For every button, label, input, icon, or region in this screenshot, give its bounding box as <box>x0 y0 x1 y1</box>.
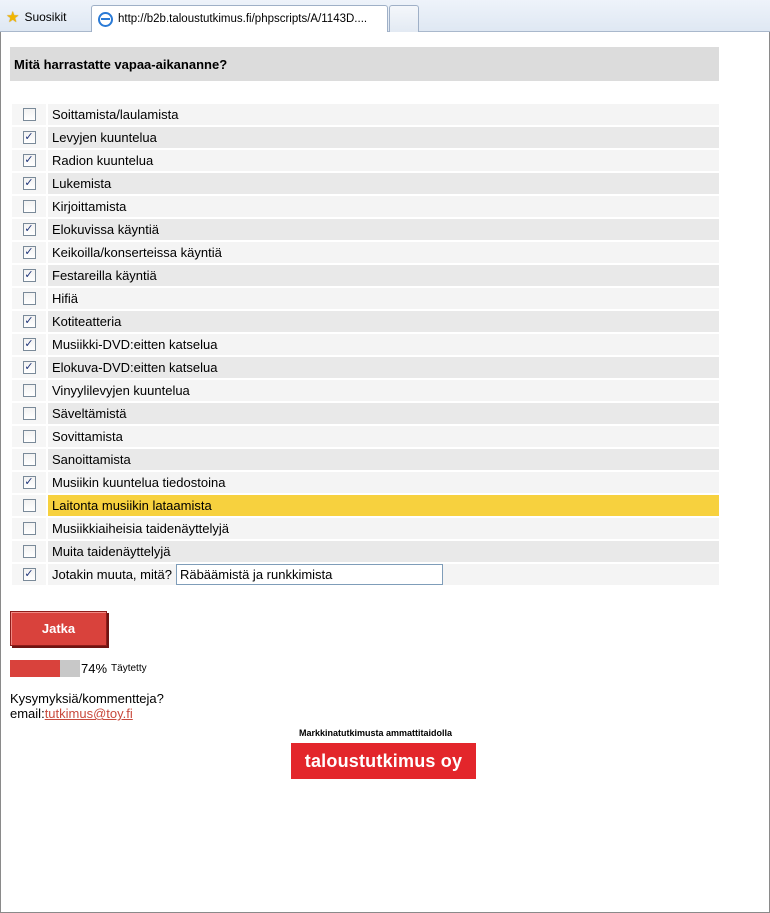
option-checkbox-cell <box>12 495 46 516</box>
option-label: Lukemista <box>52 176 112 191</box>
email-prefix: email: <box>10 706 45 721</box>
option-row[interactable] <box>12 241 719 264</box>
option-row[interactable] <box>12 517 719 540</box>
option-checkbox-cell <box>12 196 46 217</box>
progress-label: Täytetty <box>111 663 147 674</box>
company-logo: taloustutkimus oy <box>291 743 476 779</box>
option-label: Muita taidenäyttelyjä <box>52 544 171 559</box>
option-checkbox-cell <box>12 334 46 355</box>
email-link[interactable]: tutkimus@toy.fi <box>44 706 133 721</box>
option-checkbox[interactable] <box>23 522 36 535</box>
option-label-cell <box>48 380 719 401</box>
option-label: Festareilla käyntiä <box>52 268 157 283</box>
option-label: Musiikkiaiheisia taidenäyttelyjä <box>52 521 230 536</box>
option-checkbox[interactable] <box>23 384 36 397</box>
option-checkbox-cell <box>12 403 46 424</box>
option-row[interactable] <box>12 402 719 425</box>
browser-toolbar <box>0 0 770 32</box>
option-checkbox-cell <box>12 242 46 263</box>
browser-tab-title: http://b2b.taloustutkimus.fi/phpscripts/A/1143D.... <box>118 13 368 25</box>
checkmark-icon: ✓ <box>24 246 34 258</box>
checkmark-icon: ✓ <box>24 568 34 580</box>
option-checkbox[interactable] <box>23 177 36 190</box>
option-checkbox-cell <box>12 564 46 585</box>
option-row[interactable] <box>12 379 719 402</box>
option-checkbox[interactable] <box>23 453 36 466</box>
option-label-cell <box>48 426 719 447</box>
option-label: Elokuvissa käyntiä <box>52 222 159 237</box>
option-label: Sanoittamista <box>52 452 131 467</box>
option-checkbox-cell <box>12 311 46 332</box>
other-text-input[interactable] <box>176 564 443 585</box>
checkmark-icon: ✓ <box>24 131 34 143</box>
option-checkbox[interactable] <box>23 108 36 121</box>
checkmark-icon: ✓ <box>24 315 34 327</box>
option-checkbox-cell <box>12 104 46 125</box>
option-row[interactable] <box>12 149 719 172</box>
option-checkbox-cell <box>12 541 46 562</box>
option-checkbox[interactable] <box>23 269 36 282</box>
option-label: Hifiä <box>52 291 79 306</box>
option-row[interactable] <box>12 103 719 126</box>
option-label: Jotakin muuta, mitä? <box>52 567 172 582</box>
option-label: Kotiteatteria <box>52 314 122 329</box>
option-checkbox-cell <box>12 357 46 378</box>
option-label-cell <box>48 242 719 263</box>
option-label-cell <box>48 127 719 148</box>
checkmark-icon: ✓ <box>24 338 34 350</box>
option-row[interactable] <box>12 448 719 471</box>
option-checkbox-cell <box>12 518 46 539</box>
option-label: Levyjen kuuntelua <box>52 130 157 145</box>
checkmark-icon: ✓ <box>24 177 34 189</box>
option-label-cell <box>48 104 719 125</box>
option-label: Musiikin kuuntelua tiedostoina <box>52 475 226 490</box>
option-checkbox[interactable] <box>23 338 36 351</box>
option-label-cell <box>48 334 719 355</box>
option-label-cell <box>48 541 719 562</box>
option-label-cell <box>48 449 719 470</box>
option-label: Elokuva-DVD:eitten katselua <box>52 360 218 375</box>
contact-question: Kysymyksiä/kommentteja? <box>10 691 164 706</box>
option-row[interactable] <box>12 310 719 333</box>
option-checkbox-cell <box>12 472 46 493</box>
progress-bar <box>10 660 80 677</box>
option-row[interactable] <box>12 126 719 149</box>
checkmark-icon: ✓ <box>24 476 34 488</box>
option-checkbox[interactable] <box>23 545 36 558</box>
option-row[interactable] <box>12 494 719 517</box>
option-checkbox[interactable] <box>23 476 36 489</box>
option-checkbox-cell <box>12 288 46 309</box>
option-checkbox-cell <box>12 426 46 447</box>
option-label: Säveltämistä <box>52 406 127 421</box>
option-row[interactable] <box>12 333 719 356</box>
option-label: Laitonta musiikin lataamista <box>52 498 212 513</box>
option-checkbox-cell <box>12 265 46 286</box>
option-row[interactable] <box>12 425 719 448</box>
checkmark-icon: ✓ <box>24 361 34 373</box>
option-label-cell <box>48 311 719 332</box>
option-label-cell <box>48 518 719 539</box>
option-label-cell <box>48 472 719 493</box>
option-label: Radion kuuntelua <box>52 153 154 168</box>
continue-button[interactable]: Jatka <box>10 611 107 646</box>
option-row[interactable] <box>12 287 719 310</box>
progress-percent: 74% <box>81 661 108 676</box>
company-tagline: Markkinatutkimusta ammattitaidolla <box>299 728 453 738</box>
question-title: Mitä harrastatte vapaa-aikananne? <box>10 47 719 81</box>
option-row[interactable] <box>12 195 719 218</box>
option-label: Vinyylilevyjen kuuntelua <box>52 383 190 398</box>
option-label-cell <box>48 173 719 194</box>
option-label: Musiikki-DVD:eitten katselua <box>52 337 218 352</box>
option-label: Sovittamista <box>52 429 123 444</box>
option-row[interactable] <box>12 356 719 379</box>
checkmark-icon: ✓ <box>24 223 34 235</box>
option-checkbox[interactable] <box>23 292 36 305</box>
browser-tab-active[interactable] <box>91 5 388 32</box>
option-checkbox[interactable] <box>23 430 36 443</box>
new-tab-button[interactable] <box>389 5 419 32</box>
option-checkbox[interactable] <box>23 246 36 259</box>
option-row[interactable] <box>12 540 719 563</box>
option-checkbox[interactable] <box>23 131 36 144</box>
option-label: Soittamista/laulamista <box>52 107 179 122</box>
option-checkbox[interactable] <box>23 315 36 328</box>
progress-fill <box>10 660 60 677</box>
favorites-label: Suosikit <box>24 10 67 24</box>
checkmark-icon: ✓ <box>24 269 34 281</box>
option-label-cell <box>48 265 719 286</box>
option-checkbox[interactable] <box>23 154 36 167</box>
option-checkbox-cell <box>12 219 46 240</box>
option-checkbox-cell <box>12 150 46 171</box>
option-label-cell <box>48 219 719 240</box>
option-row[interactable] <box>12 563 719 586</box>
option-checkbox[interactable] <box>23 361 36 374</box>
favorites-button[interactable] <box>6 7 66 27</box>
option-checkbox-cell <box>12 127 46 148</box>
option-row[interactable] <box>12 264 719 287</box>
option-label-cell <box>48 196 719 217</box>
option-checkbox[interactable] <box>23 407 36 420</box>
option-checkbox[interactable] <box>23 200 36 213</box>
option-checkbox[interactable] <box>23 568 36 581</box>
option-row[interactable] <box>12 218 719 241</box>
option-label-cell <box>48 564 719 585</box>
star-icon: ★ <box>6 8 20 26</box>
options-list <box>12 103 719 586</box>
option-label-cell <box>48 403 719 424</box>
option-checkbox-cell <box>12 380 46 401</box>
contact-info <box>10 691 164 721</box>
option-label: Kirjoittamista <box>52 199 127 214</box>
checkmark-icon: ✓ <box>24 154 34 166</box>
option-row[interactable] <box>12 471 719 494</box>
option-row[interactable] <box>12 172 719 195</box>
progress-indicator <box>10 660 147 677</box>
option-checkbox-cell <box>12 173 46 194</box>
option-label-cell <box>48 150 719 171</box>
option-checkbox[interactable] <box>23 499 36 512</box>
option-checkbox[interactable] <box>23 223 36 236</box>
option-checkbox-cell <box>12 449 46 470</box>
option-label: Keikoilla/konserteissa käyntiä <box>52 245 222 260</box>
option-label-cell <box>48 495 719 516</box>
option-label-cell <box>48 288 719 309</box>
ie-icon <box>98 12 113 27</box>
option-label-cell <box>48 357 719 378</box>
